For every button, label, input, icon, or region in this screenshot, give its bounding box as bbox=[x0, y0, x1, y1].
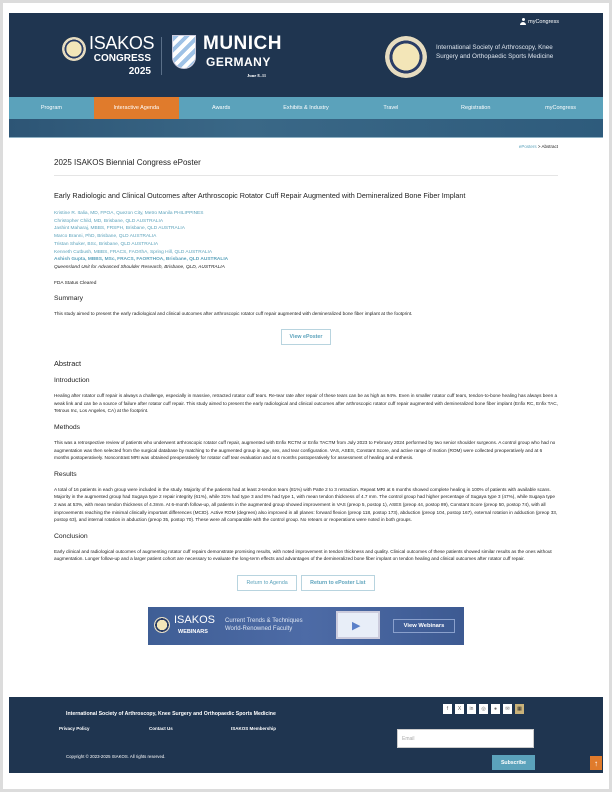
laptop-video-icon bbox=[336, 611, 380, 639]
main-nav bbox=[9, 97, 603, 119]
linkedin-icon[interactable]: in bbox=[467, 704, 476, 714]
isakos-membership-link[interactable]: ISAKOS Membership bbox=[231, 726, 277, 731]
bavaria-crest-icon bbox=[172, 35, 196, 69]
society-seal-logo[interactable] bbox=[385, 36, 427, 78]
methods-text: This was a retrospective review of patients who underwent arthroscopic rotator cuff repair, augmented with Enfix RCTM or Enfix TACTM from July 2023 to February 2024 performed by two senior shoulder surgeons. A control group who had no augmentation was then selected from the surgical database by matching to the augmented group in age, sex, and tear configuration. VAS, ASES, Constant Score, and active range of motion (ROM) were collected preoperatively and at 6 months postoperatively. Noncontrast MRI was obtained preoperatively for rotator cuff tear evaluation and at 6 months postoperatively for assessment of healing and enthesis. bbox=[54, 440, 556, 461]
poster-title: Early Radiologic and Clinical Outcomes after Arthroscopic Rotator Cuff Repair Augmented with Demineralized Bone Fiber Implant bbox=[54, 191, 466, 200]
isakos-seal-icon bbox=[154, 617, 170, 633]
nav-exhibits[interactable]: Exhibits & Industry bbox=[283, 105, 329, 111]
site bbox=[9, 13, 603, 645]
breadcrumb-current: Abstract bbox=[541, 144, 558, 149]
results-text: A total of 16 patients in each group were included in the study. Majority of the patients had at least 2-tendon tears (81%) with Patte 2 to 3 retraction. Repeat MRI at 6 months showed complete healing in 100% of patients with available scans. Majority in the augmented group had Sugaya type 2 repair integrity (61%), while 31% had type 3 and 8% had type 1, with mean tendon thickness of 4.7 mm. The control group had higher percentage of Sugaya type 3 (47%), while Sugaya type 2 was at 53%, with mean tendon thickness of 4.3mm. At 6-month follow-up, all patients in the augmented group showed improvement in VAS (preop 5, postop 1), ASES (preop 44, postop 89), Constant Score (preop 50, postop 74), with all improvements reaching the minimal clinically important differences (MCID). Active ROM (degrees) also improved in all planes: forward flexion (preop 118, postop 173), abduction (preop 104, postop 167), external rotation in adduction (preop 33, postop 63), and internal rotation in abduction (preop 35, postop 70). These were all comparable with the control group. No retears or reoperations were noted in both groups. bbox=[54, 486, 558, 523]
author[interactable]: Tristan Shuker, BSc, Brisbane, QLD AUSTRALIA bbox=[54, 241, 159, 247]
nav-travel[interactable]: Travel bbox=[383, 105, 399, 111]
view-eposter-button[interactable]: View ePoster bbox=[281, 329, 332, 345]
view-webinars-button[interactable]: View Webinars bbox=[393, 619, 455, 633]
return-to-agenda-button[interactable]: Return to Agenda bbox=[237, 575, 296, 591]
webinar-sub: WEBINARS bbox=[178, 628, 208, 635]
webinar-brand: ISAKOS bbox=[174, 613, 215, 626]
country-name: GERMANY bbox=[206, 55, 271, 69]
abstract-heading: Abstract bbox=[54, 359, 82, 369]
webinar-ad-banner[interactable] bbox=[148, 607, 464, 645]
main-content bbox=[9, 138, 603, 645]
podcast-icon[interactable]: ● bbox=[491, 704, 500, 714]
presenting-author[interactable]: Ashish Gupta, MBBS, MSc, FRACS, FAORTHOA, Brisbane, QLD AUSTRALIA bbox=[54, 257, 229, 263]
footer bbox=[9, 697, 603, 773]
breadcrumb bbox=[519, 144, 558, 149]
email-input[interactable]: Email bbox=[397, 729, 534, 748]
methods-heading: Methods bbox=[54, 424, 81, 431]
x-icon[interactable]: X bbox=[455, 704, 464, 714]
webinar-tagline bbox=[225, 617, 303, 633]
view-eposter-wrap bbox=[54, 325, 558, 345]
copyright: Copyright © 2023-2025 ISAKOS. All rights reserved. bbox=[66, 754, 166, 759]
mycongress-link[interactable] bbox=[520, 18, 559, 25]
footer-org-name: International Society of Arthroscopy, Knee Surgery and Orthopaedic Sports Medicine bbox=[66, 711, 276, 717]
society-name[interactable]: International Society of Arthroscopy, Knee Surgery and Orthopaedic Sports Medicine bbox=[436, 44, 554, 60]
instagram-icon[interactable]: ◎ bbox=[479, 704, 488, 714]
back-to-top-button[interactable]: ↑ bbox=[590, 756, 602, 770]
nav-awards[interactable]: Awards bbox=[212, 105, 231, 111]
introduction-text: Healing after rotator cuff repair is always a challenge, especially in massive, retracted rotator cuff tears. Re-tear rate after repair of these tears can be as high as 94%. Even in smaller rotator cuff tears, tendon-to-bone healing has always been a weak link and can be a source of failure after rotator cuff repair. This study aimed to present the early radiological and clinical outcomes after arthroscopic rotator cuff repair augmented with demineralized bone fiber implant (Enfix RC, Enfix TAC, Tetrous Inc, Los Angeles, CA) at the footprint. bbox=[54, 393, 558, 414]
breadcrumb-eposters[interactable]: ePosters bbox=[518, 144, 537, 149]
author[interactable]: Kristine R. Italia, MD, FPOA, Quezon City, Metro Manila PHILIPPINES bbox=[54, 211, 204, 216]
logo-year: 2025 bbox=[128, 66, 151, 77]
return-to-eposter-list-button[interactable]: Return to ePoster List bbox=[301, 575, 374, 591]
congress-dates: June 8–11 bbox=[247, 73, 267, 78]
facebook-icon[interactable]: f bbox=[443, 704, 452, 714]
webinar-line1: Current Trends & Techniques bbox=[225, 617, 303, 624]
isakos-app-icon[interactable]: ▦ bbox=[515, 704, 524, 714]
header bbox=[9, 13, 603, 97]
logo-congress: CONGRESS bbox=[93, 53, 151, 64]
subscribe-button[interactable]: Subscribe bbox=[492, 755, 535, 770]
author[interactable]: Kenneth Cutbush, MBBS, FRACS, FAOrthA, Spring Hill, QLD AUSTRALIA bbox=[54, 249, 213, 255]
page-title: 2025 ISAKOS Biennial Congress ePoster bbox=[54, 138, 558, 176]
social-links bbox=[443, 704, 524, 714]
nav-registration[interactable]: Registration bbox=[461, 105, 491, 111]
user-icon bbox=[520, 18, 526, 25]
introduction-heading: Introduction bbox=[54, 377, 90, 385]
author-list bbox=[54, 210, 558, 272]
city-name: MUNICH bbox=[203, 33, 282, 54]
summary-text: This study aimed to present the early radiological and clinical outcomes after arthroscopic rotator cuff repair augmented with demineralized bone fiber implant at the footprint. bbox=[54, 310, 413, 316]
fda-status: FDA Status Cleared bbox=[54, 280, 97, 286]
nav-program[interactable]: Program bbox=[40, 105, 62, 111]
author[interactable]: Christopher Child, MD, Brisbane, QLD AUSTRALIA bbox=[54, 218, 164, 224]
author[interactable]: Marco Branni, PhD, Brisbane, QLD AUSTRALIA bbox=[54, 234, 157, 240]
results-heading: Results bbox=[54, 470, 77, 478]
mycongress-label: myCongress bbox=[528, 18, 559, 25]
summary-heading: Summary bbox=[54, 294, 84, 302]
logo-divider bbox=[161, 37, 162, 75]
nav-interactive-agenda[interactable]: Interactive Agenda bbox=[94, 97, 179, 119]
institution: Queensland Unit for Advanced Shoulder Research, Brisbane, QLD, AUSTRALIA bbox=[54, 264, 225, 270]
webinar-line2: World-Renowned Faculty bbox=[225, 625, 293, 632]
conclusion-text: Early clinical and radiological outcomes of augmenting rotator cuff repairs demonstrate promising results, with noted improvement in tendon thickness and quality. Clinical outcomes of these patients showed similar results as the ones without augmentation. Longer follow-up and a larger patient cohort are necessary to evaluate the long-term effects and advantages of the demineralized bone fiber implant on tendon healing and clinical outcomes after rotator cuff repair. bbox=[54, 548, 552, 562]
breadcrumb-separator: > bbox=[536, 144, 542, 149]
hero-banner bbox=[9, 119, 603, 138]
isakos-seal-logo[interactable] bbox=[62, 37, 86, 61]
conclusion-heading: Conclusion bbox=[54, 532, 88, 540]
nav-mycongress[interactable]: myCongress bbox=[545, 105, 577, 111]
contact-us-link[interactable]: Contact Us bbox=[149, 726, 173, 731]
return-buttons bbox=[54, 571, 558, 591]
author[interactable]: Jashint Maharaj, MBBS, FRSPH, Brisbane, QLD AUSTRALIA bbox=[54, 226, 185, 232]
email-icon[interactable]: ✉ bbox=[503, 704, 512, 714]
logo-word[interactable]: ISAKOS bbox=[89, 33, 155, 53]
privacy-policy-link[interactable]: Privacy Policy bbox=[59, 726, 90, 731]
